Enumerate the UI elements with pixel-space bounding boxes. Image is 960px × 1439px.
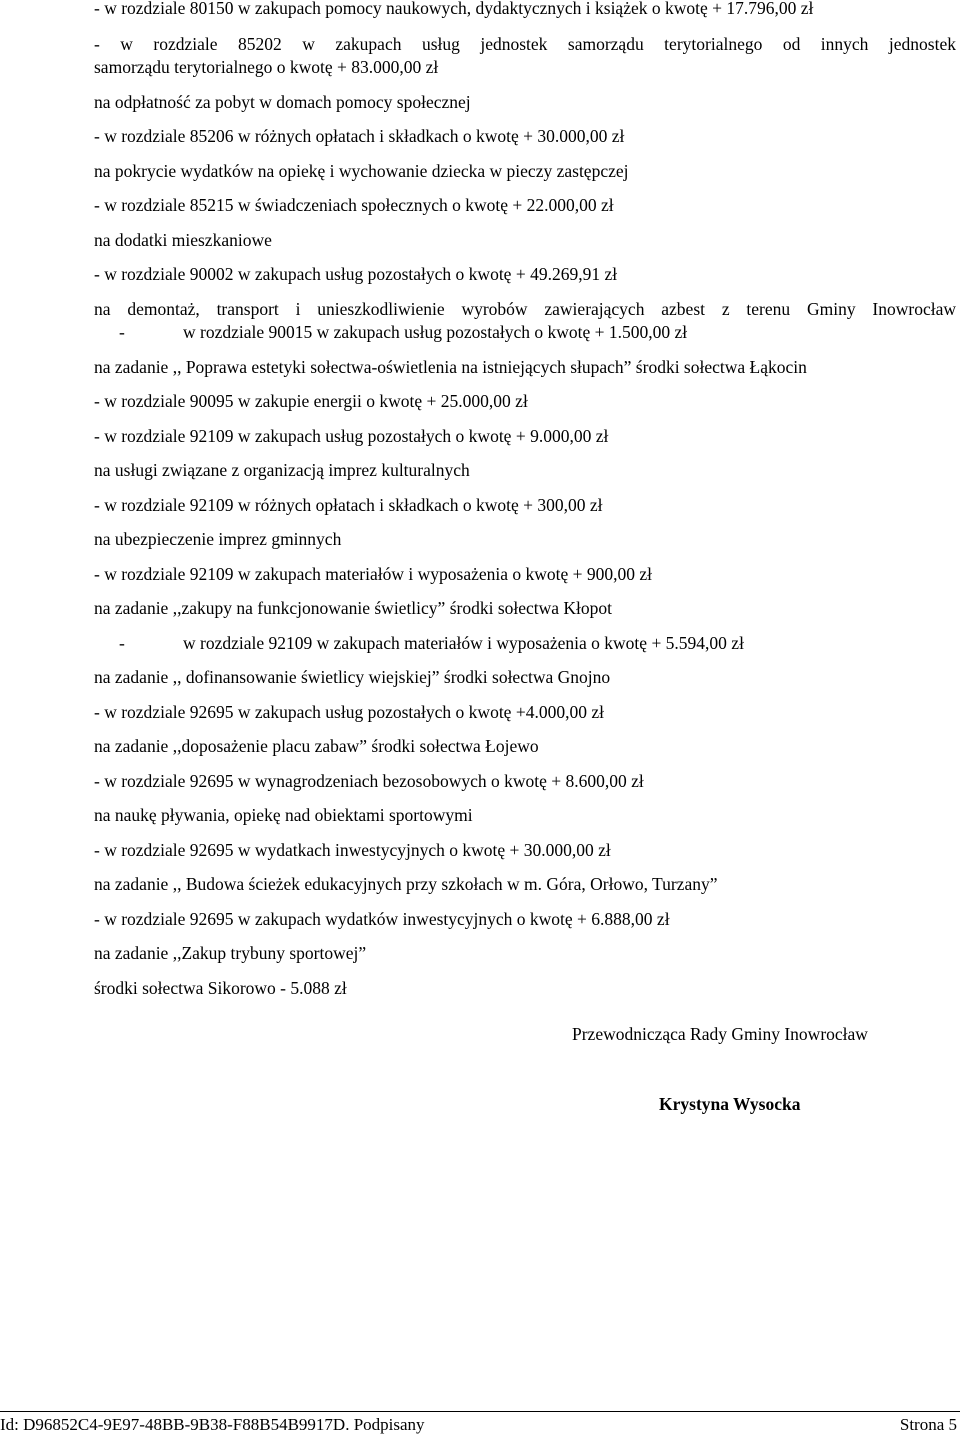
- text-line: - w rozdziale 92695 w wynagrodzeniach bezosobowych o kwotę + 8.600,00 zł: [94, 771, 644, 791]
- text-line: w rozdziale 90015 w zakupach usług pozostałych o kwotę + 1.500,00 zł: [183, 322, 688, 342]
- text-line: na zadanie ,,Zakup trybuny sportowej”: [94, 943, 367, 963]
- text-line: - w rozdziale 92109 w różnych opłatach i składkach o kwotę + 300,00 zł: [94, 495, 603, 515]
- text-line: na pokrycie wydatków na opiekę i wychowanie dziecka w pieczy zastępczej: [94, 161, 629, 181]
- text-line: na zadanie ,, dofinansowanie świetlicy wiejskiej” środki sołectwa Gnojno: [94, 667, 611, 687]
- text-line: na zadanie ,, Poprawa estetyki sołectwa-oświetlenia na istniejących słupach” środki sołectwa Łąkocin: [94, 357, 807, 377]
- text-line-dash: -: [119, 633, 125, 653]
- text-line: w rozdziale 92109 w zakupach materiałów i wyposażenia o kwotę + 5.594,00 zł: [183, 633, 744, 653]
- page-footer: [0, 1411, 960, 1439]
- text-line: samorządu terytorialnego o kwotę + 83.000,00 zł: [94, 57, 439, 77]
- text-line: na ubezpieczenie imprez gminnych: [94, 529, 342, 549]
- text-line-dash: -: [119, 322, 125, 342]
- text-line: - w rozdziale 85202 w zakupach usług jednostek samorządu terytorialnego od innych jednostek: [94, 34, 956, 54]
- text-line: na naukę pływania, opiekę nad obiektami sportowymi: [94, 805, 473, 825]
- text-line: na zadanie ,,zakupy na funkcjonowanie świetlicy” środki sołectwa Kłopot: [94, 598, 613, 618]
- page-number: Strona 5: [899, 1415, 957, 1434]
- text-line: - w rozdziale 92109 w zakupach usług pozostałych o kwotę + 9.000,00 zł: [94, 426, 609, 446]
- text-line: - w rozdziale 90002 w zakupach usług pozostałych o kwotę + 49.269,91 zł: [94, 264, 618, 284]
- text-line: - w rozdziale 85206 w różnych opłatach i składkach o kwotę + 30.000,00 zł: [94, 126, 625, 146]
- document-id: Id: D96852C4-9E97-48BB-9B38-F88B54B9917D. Podpisany: [0, 1415, 425, 1434]
- text-line: na demontaż, transport i unieszkodliwienie wyrobów zawierających azbest z terenu Gminy Inowrocław: [94, 299, 956, 319]
- text-line: - w rozdziale 92109 w zakupach materiałów i wyposażenia o kwotę + 900,00 zł: [94, 564, 653, 584]
- text-line: - w rozdziale 92695 w zakupach wydatków inwestycyjnych o kwotę + 6.888,00 zł: [94, 909, 670, 929]
- text-line: - w rozdziale 90095 w zakupie energii o kwotę + 25.000,00 zł: [94, 391, 528, 411]
- text-line: na dodatki mieszkaniowe: [94, 230, 272, 250]
- text-line: na zadanie ,, Budowa ścieżek edukacyjnych przy szkołach w m. Góra, Orłowo, Turzany”: [94, 874, 718, 894]
- signature-name: Krystyna Wysocka: [659, 1094, 801, 1114]
- text-line: na odpłatność za pobyt w domach pomocy społecznej: [94, 92, 471, 112]
- text-line: na zadanie ,,doposażenie placu zabaw” środki sołectwa Łojewo: [94, 736, 539, 756]
- text-line: na usługi związane z organizacją imprez kulturalnych: [94, 460, 470, 480]
- text-line: - w rozdziale 85215 w świadczeniach społecznych o kwotę + 22.000,00 zł: [94, 195, 614, 215]
- text-line: środki sołectwa Sikorowo - 5.088 zł: [94, 978, 347, 998]
- signature-role: Przewodnicząca Rady Gminy Inowrocław: [572, 1024, 868, 1044]
- text-line: - w rozdziale 92695 w wydatkach inwestycyjnych o kwotę + 30.000,00 zł: [94, 840, 611, 860]
- text-line: - w rozdziale 80150 w zakupach pomocy naukowych, dydaktycznych i książek o kwotę + 17.796,00 zł: [94, 0, 814, 18]
- text-line: - w rozdziale 92695 w zakupach usług pozostałych o kwotę +4.000,00 zł: [94, 702, 604, 722]
